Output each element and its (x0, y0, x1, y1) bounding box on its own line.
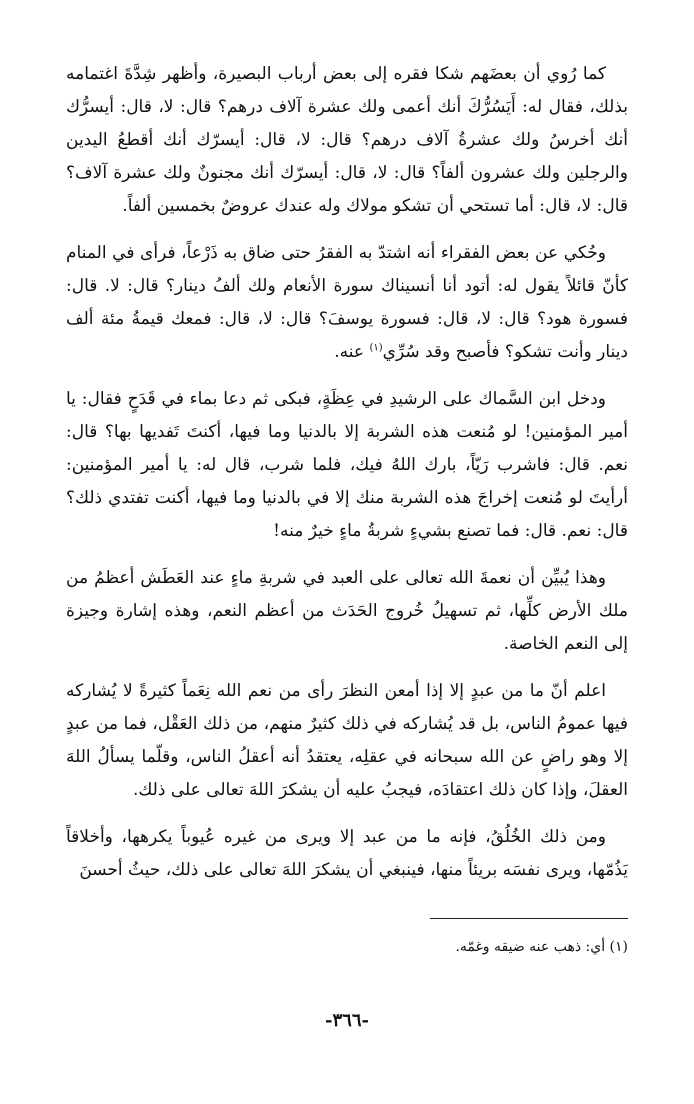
footnote: (١) أي: ذهب عنه ضيقه وغمّه. (455, 939, 628, 955)
page-body (66, 58, 628, 901)
paragraph-dream-of-poor-man (66, 237, 628, 369)
paragraph-complaint-of-poverty: كما رُوي أن بعضَهم شكا فقره إلى بعض أرباب البصيرة، وأظهر شِدَّةَ اغتمامه بذلك، فقال له: أَيَسُرُّكَ أنك أعمى ولك عشرة آلاف درهم؟ قال: لا، قال: أيسرُّك أنك أخرسُ ولك عشرةُ آلاف درهم؟ قال: لا، قال: أيسرّك أنك أقطعُ اليدين والرجلين ولك عشرون ألفاً؟ قال: لا، قال: أيسرّك أنك مجنونٌ ولك عشرة آلاف؟ قال: لا، قال: أما تستحي أن تشكو مولاك وله عندك عروضٌ بخمسين ألفاً. (66, 64, 628, 216)
paragraph-blessing-of-character: ومن ذلك الخُلُقُ، فإنه ما من عبد إلا ويرى من غيره عُيوباً يكرهها، وأخلاقاً يَذُمّها، ويرى نفسَه بريئاً منها، فينبغي أن يشكرَ اللهَ تعالى على ذلك، حيثُ أحسنَ (66, 827, 628, 880)
paragraph-dream-tail: عنه. (334, 342, 370, 362)
paragraph-blessing-of-water: وهذا يُبيِّن أن نعمةَ الله تعالى على العبد في شربةِ ماءٍ عند العَطَش أعظمُ من ملك الأرض كلِّها، ثم تسهيلُ خُروج الحَدَث من أعظم النعم، وهذه إشارة وجيزة إلى النعم الخاصة. (66, 568, 628, 654)
paragraph-dream-text: وحُكي عن بعض الفقراء أنه اشتدّ به الفقرُ حتى ضاق به ذَرْعاً، فرأى في المنام كأنّ قائلاً يقول له: أتود أنا أنسيناك سورة الأنعام ولك ألفُ دينار؟ قال: لا. قال: فسورة هود؟ قال: لا، قال: فسورة يوسفَ؟ قال: لا، قال: فمعك قيمةُ مئة ألف دينار وأنت تشكو؟ فأصبح وقد سُرِّي (66, 243, 628, 362)
page-number: -٣٦٦- (325, 1010, 369, 1031)
paragraph-ibn-sammak-and-rashid: ودخل ابن السَّماك على الرشيدِ في عِظَةٍ، فبكى ثم دعا بماء في قَدَحٍ فقال: يا أمير المؤمنين! لو مُنعت هذه الشربة إلا بالدنيا وما فيها، أكنتَ تَفديها بها؟ قال: نعم. قال: فاشرب رَيّاً، بارك اللهُ فيك، فلما شرب، قال له: يا أمير المؤمنين: أرأيتَ لو مُنعت إخراجَ هذه الشربة منك إلا في بالدنيا وما فيها، أكنت تفتدي ذلك؟ قال: نعم. قال: فما تصنع بشيءٍ شربةُ ماءٍ خيرٌ منه! (66, 389, 628, 541)
paragraph-blessing-of-intellect: اعلم أنّ ما من عبدٍ إلا إذا أمعن النظرَ رأى من نعم الله نِعَماً كثيرةً لا يُشاركه فيها عمومُ الناس، بل قد يُشاركه في ذلك كثيرٌ منهم، من ذلك العَقْل، فما من عبدٍ إلا وهو راضٍ عن الله سبحانه في عقلِه، يعتقدُ أنه أعقلُ الناس، وقلّما يسألُ اللهَ العقلَ، وإذا كان ذلك اعتقادَه، فيجبُ عليه أن يشكرَ اللهَ تعالى على ذلك. (66, 681, 628, 800)
footnote-reference: (١) (369, 342, 383, 354)
footnote-divider (430, 918, 628, 919)
